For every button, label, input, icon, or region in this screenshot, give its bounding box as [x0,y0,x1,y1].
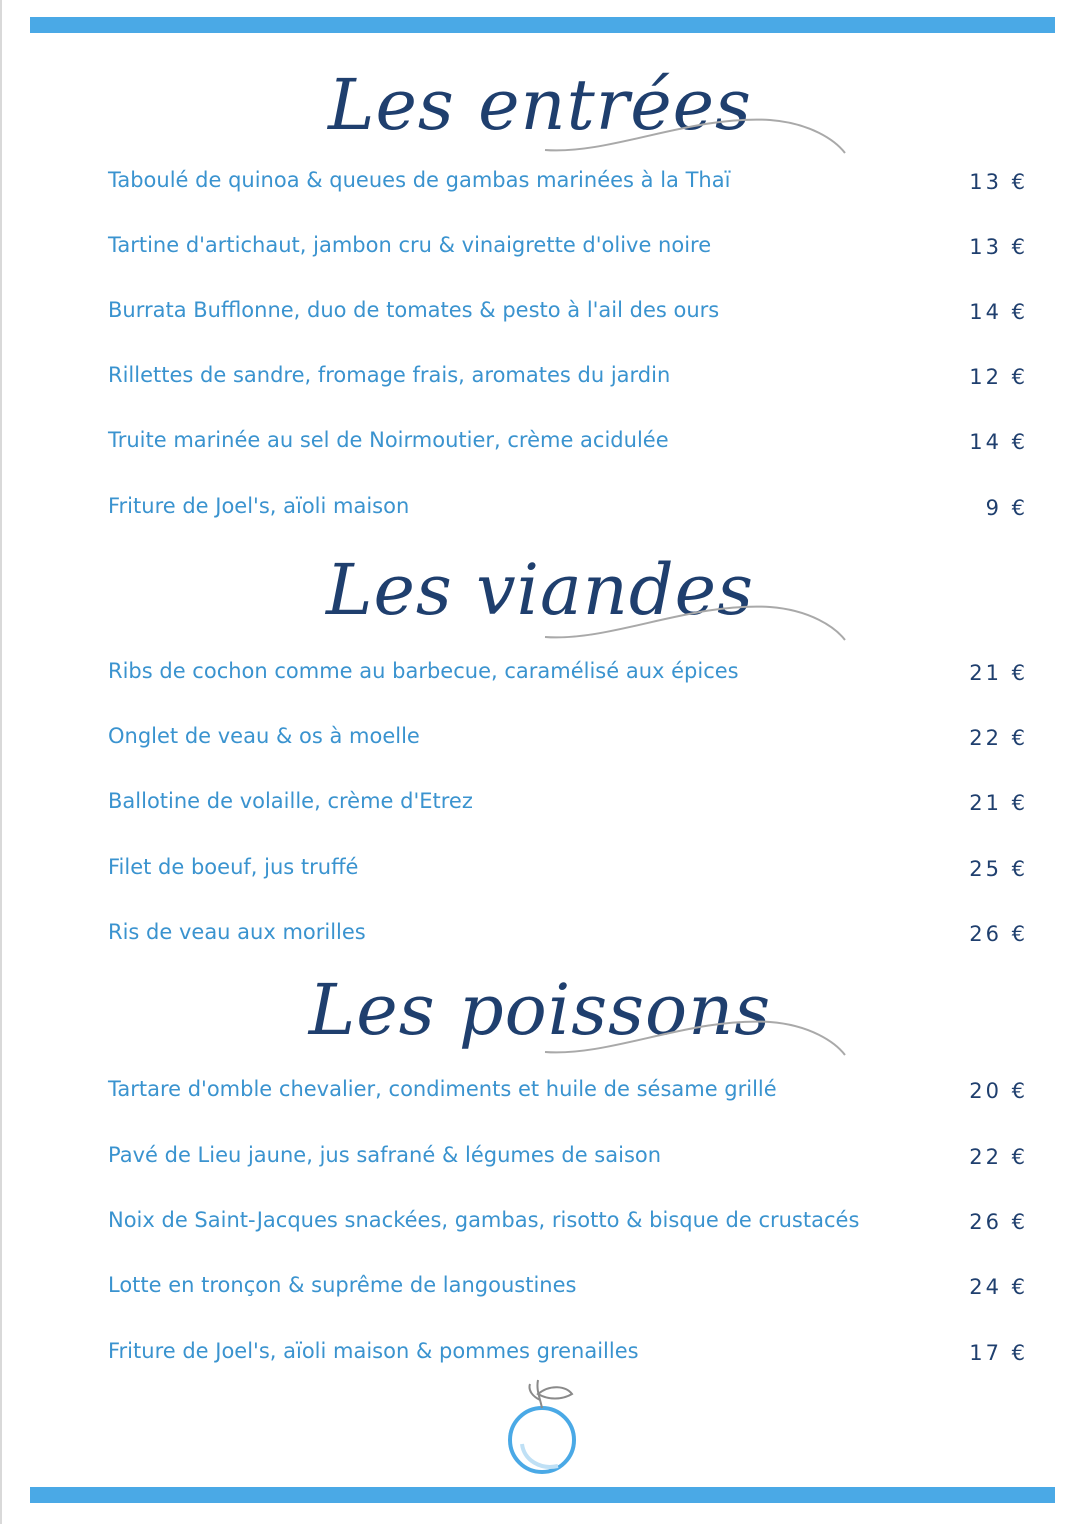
menu-item [108,789,1028,819]
menu-item [108,233,1028,263]
menu-item-price: 22 € [969,1145,1028,1169]
menu-item-price: 21 € [969,791,1028,815]
menu-item-price: 21 € [969,661,1028,685]
menu-item-price: 13 € [969,235,1028,259]
menu-item [108,168,1028,198]
menu-item [108,659,1028,689]
menu-item-name: Taboulé de quinoa & queues de gambas marinées à la Thaï [108,168,731,192]
menu-item [108,855,1028,885]
menu-item-name: Truite marinée au sel de Noirmoutier, crème acidulée [108,428,669,452]
menu-item-price: 24 € [969,1275,1028,1299]
menu-item-price: 9 € [985,496,1028,520]
menu-item [108,298,1028,328]
swoosh-decoration [540,115,850,165]
menu-item-name: Onglet de veau & os à moelle [108,724,420,748]
menu-item-name: Ribs de cochon comme au barbecue, caramélisé aux épices [108,659,739,683]
menu-item-price: 13 € [969,170,1028,194]
menu-item-price: 17 € [969,1341,1028,1365]
menu-item [108,1077,1028,1107]
bottom-accent-bar [30,1487,1055,1503]
menu-item-price: 14 € [969,430,1028,454]
section-title-poissons: Les poissons [308,969,772,1051]
menu-item-name: Ballotine de volaille, crème d'Etrez [108,789,473,813]
swoosh-decoration [540,602,850,652]
top-accent-bar [30,17,1055,33]
menu-item-name: Friture de Joel's, aïoli maison [108,494,410,518]
section-title-viandes: Les viandes [326,549,754,631]
menu-item-price: 26 € [969,1210,1028,1234]
menu-item-price: 14 € [969,300,1028,324]
menu-item-name: Filet de boeuf, jus truffé [108,855,359,879]
page-edge [0,0,2,1524]
menu-item-name: Lotte en tronçon & suprême de langoustines [108,1273,577,1297]
menu-item [108,724,1028,754]
menu-item-name: Burrata Bufflonne, duo de tomates & pesto à l'ail des ours [108,298,720,322]
menu-item-name: Pavé de Lieu jaune, jus safrané & légumes de saison [108,1143,662,1167]
menu-item [108,494,1028,524]
menu-item [108,1339,1028,1369]
menu-item [108,363,1028,393]
fruit-with-leaves-icon [500,1370,585,1480]
swoosh-decoration [540,1017,850,1067]
menu-item-name: Rillettes de sandre, fromage frais, aromates du jardin [108,363,671,387]
menu-item-price: 20 € [969,1079,1028,1103]
menu-item [108,1273,1028,1303]
menu-item-name: Tartare d'omble chevalier, condiments et huile de sésame grillé [108,1077,777,1101]
menu-item [108,920,1028,950]
section-title-entrees: Les entrées [328,64,752,146]
menu-item-price: 12 € [969,365,1028,389]
menu-item [108,1143,1028,1173]
menu-item-name: Friture de Joel's, aïoli maison & pommes grenailles [108,1339,639,1363]
menu-item-price: 22 € [969,726,1028,750]
menu-item-name: Ris de veau aux morilles [108,920,366,944]
menu-item [108,1208,1028,1238]
menu-item [108,428,1028,458]
menu-item-name: Tartine d'artichaut, jambon cru & vinaigrette d'olive noire [108,233,712,257]
menu-item-name: Noix de Saint-Jacques snackées, gambas, risotto & bisque de crustacés [108,1208,860,1232]
menu-item-price: 26 € [969,922,1028,946]
menu-item-price: 25 € [969,857,1028,881]
